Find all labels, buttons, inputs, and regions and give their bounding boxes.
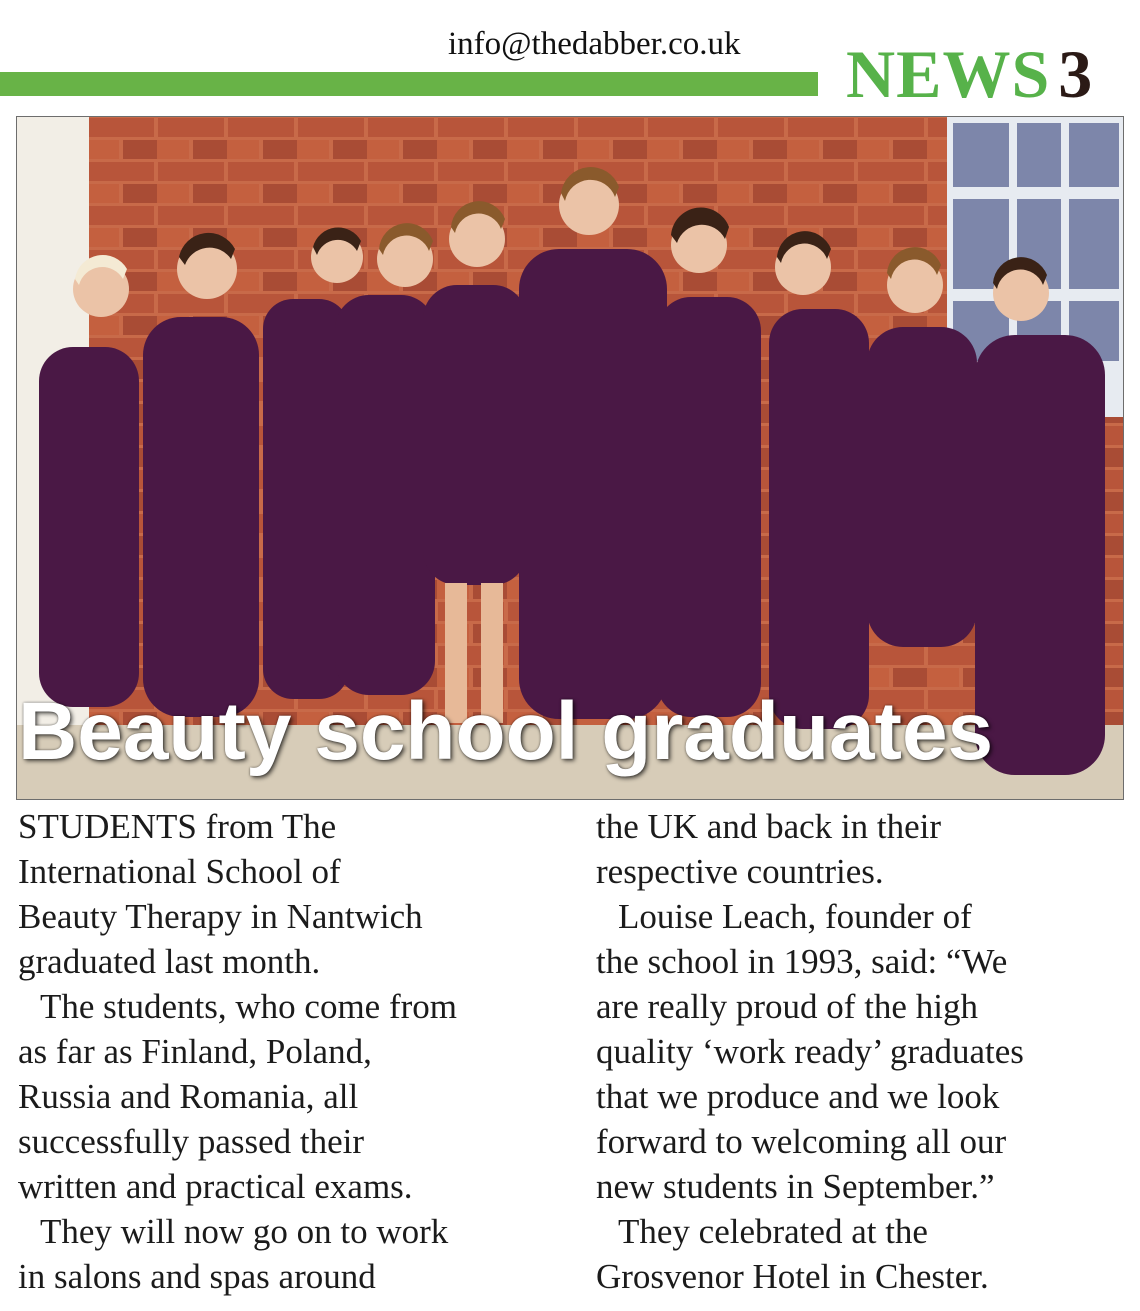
article-column-1 [18,804,578,1299]
text-line: International School of [18,852,341,891]
article-headline: Beauty school graduates [18,686,994,777]
text-line: the school in 1993, said: “We [596,942,1008,981]
section-label: NEWS [846,36,1051,112]
text-line: quality ‘work ready’ graduates [596,1032,1024,1071]
text-line: They will now go on to work [40,1212,449,1251]
text-line: Grosvenor Hotel in Chester. [596,1257,989,1296]
text-line: in salons and spas around [18,1257,376,1296]
contact-email: info@thedabber.co.uk [448,26,741,62]
text-line: written and practical exams. [18,1167,413,1206]
text-line: graduated last month. [18,942,321,981]
text-line: They celebrated at the [618,1212,928,1251]
text-line: Louise Leach, founder of [618,897,972,936]
text-line: that we produce and we look [596,1077,1000,1116]
text-line: Beauty Therapy in Nantwich [18,897,423,936]
text-line: forward to welcoming all our [596,1122,1007,1161]
text-line: respective countries. [596,852,884,891]
header-rule [0,72,818,96]
text-line: The students, who come from [40,987,457,1026]
text-line: new students in September.” [596,1167,995,1206]
text-line: Russia and Romania, all [18,1077,359,1116]
article-column-2 [596,804,1140,1299]
text-line: as far as Finland, Poland, [18,1032,372,1071]
page-number: 3 [1058,36,1094,112]
text-line: successfully passed their [18,1122,365,1161]
text-line: the UK and back in their [596,807,942,846]
section-title [846,36,1093,112]
text-line: STUDENTS from The [18,807,337,846]
text-line: are really proud of the high [596,987,978,1026]
